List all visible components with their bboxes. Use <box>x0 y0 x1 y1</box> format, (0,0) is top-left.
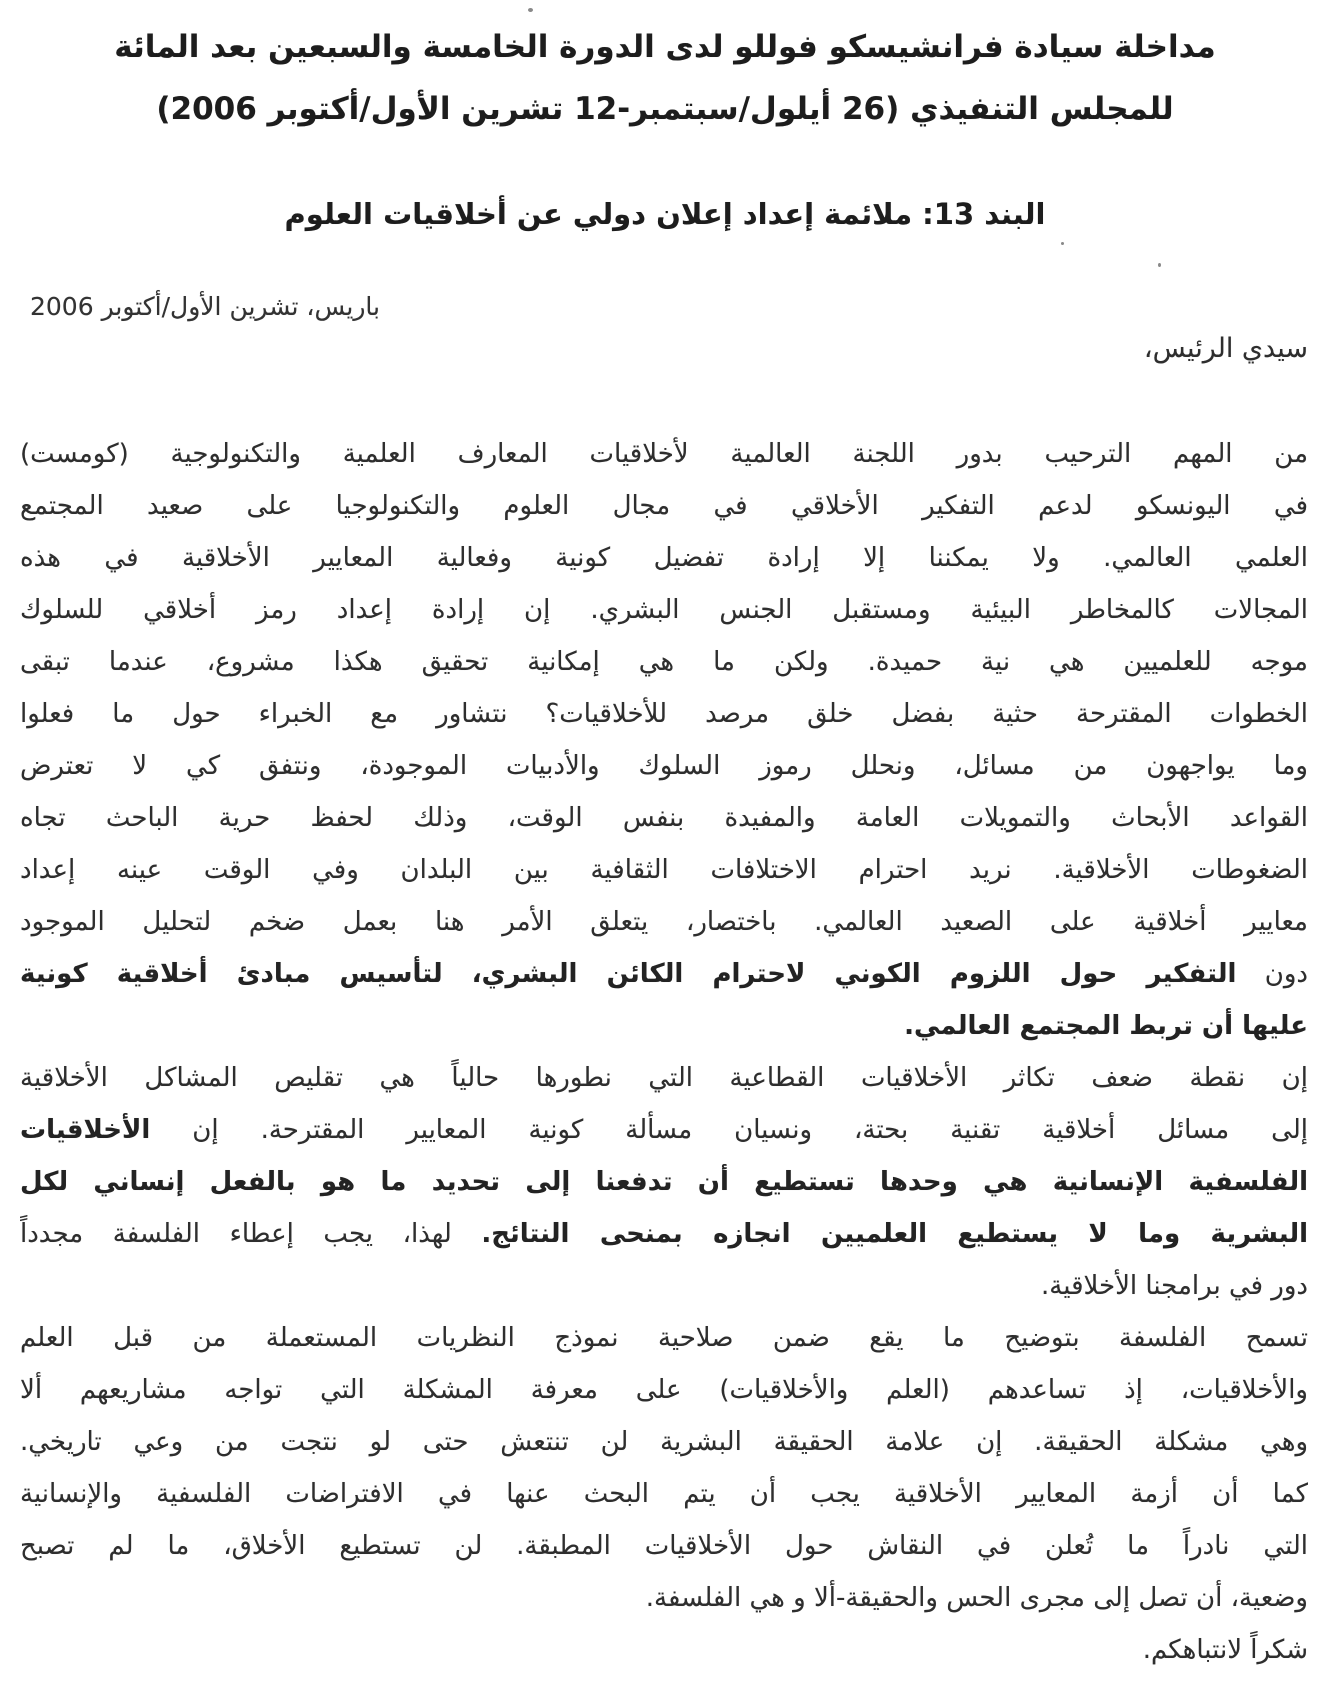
body-line <box>20 636 1308 688</box>
scan-speck <box>528 8 533 12</box>
body-segment: دور في برامجنا الأخلاقية. <box>1041 1271 1308 1301</box>
body-line <box>20 948 1308 1000</box>
document-title <box>0 0 1330 140</box>
body-segment-bold: التفكير حول اللزوم الكوني لاحترام الكائن البشري، لتأسيس مبادئ أخلاقية كونية <box>20 959 1237 989</box>
body-segment-bold: الأخلاقيات <box>20 1115 151 1145</box>
body-segment-bold: الفلسفية الإنسانية هي وحدها تستطيع أن تدفعنا إلى تحديد ما هو بالفعل إنساني لكل <box>20 1167 1308 1197</box>
body-line <box>20 1156 1308 1208</box>
body-line <box>20 1000 1308 1052</box>
body-segment: إن نقطة ضعف تكاثر الأخلاقيات القطاعية التي نطورها حالياً هي تقليص المشاكل الأخلاقية <box>20 1063 1308 1093</box>
document-title-line-1: مداخلة سيادة فرانشيسكو فوللو لدى الدورة الخامسة والسبعين بعد المائة <box>114 29 1216 65</box>
body-segment: القواعد الأبحاث والتمويلات العامة والمفيدة بنفس الوقت، وذلك لحفظ حرية الباحث تجاه <box>20 803 1308 833</box>
body-segment-bold: عليها أن تربط المجتمع العالمي. <box>904 1011 1308 1041</box>
body-segment: والأخلاقيات، إذ تساعدهم (العلم والأخلاقيات) على معرفة المشكلة التي تواجه مشاريعهم ألا <box>20 1375 1308 1405</box>
body-segment: معايير أخلاقية على الصعيد العالمي. باختصار، يتعلق الأمر هنا بعمل ضخم لتحليل الموجود <box>20 907 1308 937</box>
body-line <box>20 1416 1308 1468</box>
body-line <box>20 584 1308 636</box>
closing-line <box>20 1624 1308 1676</box>
body-segment: الخطوات المقترحة حثية بفضل خلق مرصد للأخلاقيات؟ نتشاور مع الخبراء حول ما فعلوا <box>20 699 1308 729</box>
body-segment-bold: البشرية وما لا يستطيع العلميين انجازه بمنحى النتائج. <box>481 1219 1308 1249</box>
dateline: باريس، تشرين الأول/أكتوبر 2006 <box>30 292 380 321</box>
body-line <box>20 428 1308 480</box>
scan-speck <box>1158 263 1161 267</box>
body-text <box>0 428 1330 1676</box>
body-line <box>20 1052 1308 1104</box>
body-line <box>20 480 1308 532</box>
body-segment: موجه للعلميين هي نية حميدة. ولكن ما هي إمكانية تحقيق هكذا مشروع، عندما تبقى <box>20 647 1308 677</box>
body-line <box>20 844 1308 896</box>
body-segment: لهذا، يجب إعطاء الفلسفة مجدداً <box>20 1219 482 1249</box>
body-segment: دون <box>1236 959 1308 989</box>
body-line <box>20 740 1308 792</box>
body-segment: تسمح الفلسفة بتوضيح ما يقع ضمن صلاحية نموذج النظريات المستعملة من قبل العلم <box>20 1323 1308 1353</box>
agenda-item-heading: البند 13: ملائمة إعداد إعلان دولي عن أخلاقيات العلوم <box>284 197 1046 231</box>
body-line <box>20 1312 1308 1364</box>
body-segment: التي نادراً ما تُعلن في النقاش حول الأخلاقيات المطبقة. لن تستطيع الأخلاق، ما لم تصبح <box>20 1531 1308 1561</box>
body-segment: من المهم الترحيب بدور اللجنة العالمية لأخلاقيات المعارف العلمية والتكنولوجية (كومست) <box>20 439 1308 469</box>
document-title-line-2: للمجلس التنفيذي (26 أيلول/سبتمبر-12 تشرين الأول/أكتوبر 2006) <box>156 91 1174 127</box>
body-segment: إلى مسائل أخلاقية تقنية بحتة، ونسيان مسألة كونية المعايير المقترحة. إن <box>150 1115 1308 1145</box>
body-line <box>20 1520 1308 1572</box>
scan-speck <box>1061 242 1064 245</box>
body-segment: المجالات كالمخاطر البيئية ومستقبل الجنس البشري. إن إرادة إعداد رمز أخلاقي للسلوك <box>20 595 1308 625</box>
body-segment: كما أن أزمة المعايير الأخلاقية يجب أن يتم البحث عنها في الافتراضات الفلسفية والإنسانية <box>20 1479 1308 1509</box>
body-line <box>20 896 1308 948</box>
body-segment: وهي مشكلة الحقيقة. إن علامة الحقيقة البشرية لن تنتعش حتى لو نتجت من وعي تاريخي. <box>20 1427 1308 1457</box>
body-segment: شكراً لانتباهكم. <box>1142 1635 1308 1665</box>
body-line <box>20 792 1308 844</box>
body-segment: وضعية، أن تصل إلى مجرى الحس والحقيقة-ألا و هي الفلسفة. <box>645 1583 1308 1613</box>
salutation: سيدي الرئيس، <box>1143 333 1308 364</box>
body-line <box>20 1572 1308 1624</box>
body-line <box>20 1104 1308 1156</box>
body-segment: العلمي العالمي. ولا يمكننا إلا إرادة تفضيل كونية وفعالية المعايير الأخلاقية في هذه <box>20 543 1308 573</box>
body-line <box>20 1364 1308 1416</box>
body-segment: في اليونسكو لدعم التفكير الأخلاقي في مجال العلوم والتكنولوجيا على صعيد المجتمع <box>20 491 1308 521</box>
body-segment: وما يواجهون من مسائل، ونحلل رموز السلوك والأدبيات الموجودة، ونتفق كي لا تعترض <box>20 751 1308 781</box>
body-line <box>20 688 1308 740</box>
body-segment: الضغوطات الأخلاقية. نريد احترام الاختلافات الثقافية بين البلدان وفي الوقت عينه إعداد <box>20 855 1308 885</box>
body-line <box>20 1260 1308 1312</box>
body-line <box>20 532 1308 584</box>
body-line <box>20 1208 1308 1260</box>
body-line <box>20 1468 1308 1520</box>
